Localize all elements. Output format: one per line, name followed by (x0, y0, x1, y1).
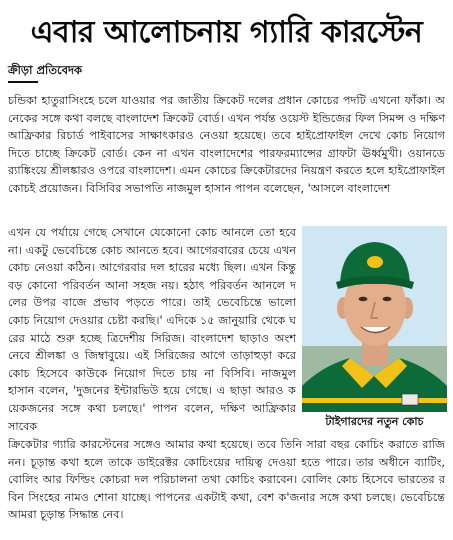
photo-caption: টাইগারদের নতুন কোচ (325, 415, 424, 428)
eye-left (359, 297, 368, 301)
coach-photo (302, 226, 447, 412)
article-body-top: চন্ডিকা হাতুরাসিংহে চলে যাওয়ার পর জাতীয় ক্রিকেট দলের প্রধান কোচের পদটি এখনো ফাঁকা। অনেকের সঙ্গে কথা বলছে বাংলাদেশ ক্রিকেট বোর্ড। এখন পর্যন্ত ওয়েস্ট ইন্ডিজের ফিল সিমন্স ও দক্ষিণ আফ্রিকার রিচার্ড পাইবাসের সাক্ষাৎকারও নেওয়া হয়েছে। তবে হাইপ্রোফাইল দেখে কোচ নিয়োগ দিতে চাচ্ছে ক্রিকেট বোর্ড। কেন না এখন বাংলাদেশের পারফরম্যান্সের গ্রাফটা ঊর্ধ্বমুখী। ওয়ানডে র‍্যাঙ্কিংয়ে শ্রীলঙ্কারও ওপরে বাংলাদেশ। এমন কোচের ক্রিকেটারদের নিয়ন্ত্রণ করতে হলে হাইপ্রোফাইল কোচই প্রয়োজন। বিসিবির সভাপতি নাজমুল হাসান পাপন বলেছেন, 'আসলে বাংলাদেশ (8, 94, 445, 195)
shirt-badge (402, 394, 418, 405)
article-body-bottom: ক্রিকেটার গ্যারি কারস্টেনের সঙ্গেও আমার কথা হয়েছে। তবে তিনি সারা বছর কোচিং করাতে রাজি নন। চূড়ান্ত কথা হলে তাকে ডাইরেক্টর কোচিংয়ের দায়িত্ব দেওয়া হতে পারে। তার অধীনে ব্যাটিং, বোলিং আর ফিল্ডিং কোচরা দল পরিচালনা তথা কোচিং করাবেন। বোলিং কোচ হিসেবে ভারতের রবিন সিংহের নামও শোনা যাচ্ছে। পাপনের একটাই কথা, বেশ ক'জনার সঙ্গে কথা চলছে। ভেবেচিন্তে আমরা চূড়ান্ত সিদ্ধান্ত নেব। (8, 438, 445, 522)
cap-logo (367, 256, 383, 268)
headline: এবার আলোচনায় গ্যারি কারস্টেন (30, 15, 423, 50)
shirt-stripe (302, 398, 447, 403)
eye-right (383, 297, 392, 301)
byline: ক্রীড়া প্রতিবেদক (8, 63, 83, 77)
article-body-side: এখন যে পর্যায়ে গেছে সেখানে যেকোনো কোচ আনলে তো হবে না। একটু ভেবেচিন্তে কোচ আনতে হবে। আগেরবারের চেয়ে এখন কোচ নেওয়া কঠিন। আগেরবার দল হারের মধ্যে ছিল। এখন কিন্তু বড় কোনো পরিবর্তন আনা সহজ নয়। হঠাৎ পরিবর্তন আনলে দলের উপর বাজে প্রভাব পড়তে পারে। তাই ভেবেচিন্তে ভালো কোচ নিয়োগ দেওয়ার চেষ্টা করছি।' এদিকে ১৫ জানুয়ারি থেকে ঘরের মাঠে শুরু হচ্ছে ত্রিদেশীয় সিরিজ। বাংলাদেশ ছাড়াও অংশ নেবে শ্রীলঙ্কা ও জিম্বাবুয়ে। এই সিরিজের আগে তাড়াহুড়া করে কোচ হিসেবে কাউকে নিয়োগ দিতে চায় না বিসিবি। নাজমুল হাসান বলেন, 'দুজনের ইন্টারভিউ হয়ে গেছে। এ ছাড়া আরও কয়েকজনের সঙ্গে কথা চলছে।' পাপন বলেন, দক্ষিণ আফ্রিকার সাবেক (8, 226, 296, 433)
byline-rule (8, 81, 38, 83)
